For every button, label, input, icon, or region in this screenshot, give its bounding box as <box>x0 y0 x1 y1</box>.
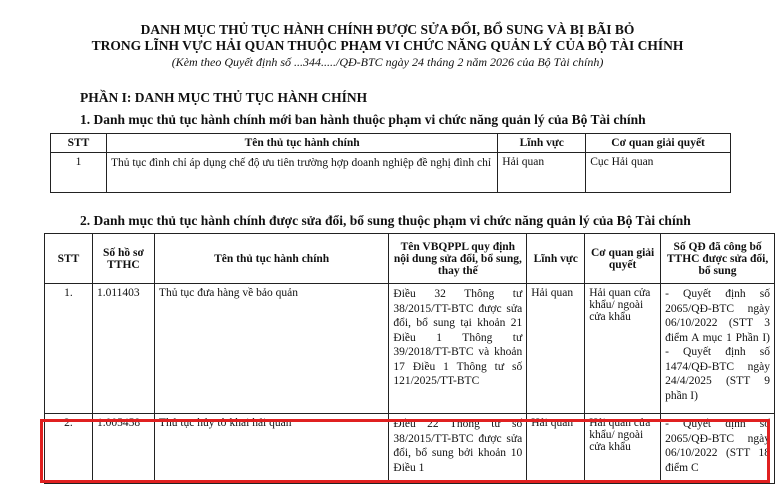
table-header-row <box>51 134 731 153</box>
header-agency: Cơ quan giải quyết <box>586 134 731 153</box>
cell-stt: 1. <box>45 284 93 414</box>
table-header-row <box>45 234 775 284</box>
cell-field: Hải quan <box>498 153 586 193</box>
header-name: Tên thủ tục hành chính <box>106 134 497 153</box>
cell-law: Điều 32 Thông tư 38/2015/TT-BTC được sửa đổi, bổ sung tại khoản 21 Điều 1 Thông tư 39/2018/TT-BTC và khoản 17 Điều 1 Thông tư số 121/2025/TT-BTC <box>389 284 527 414</box>
header-law: Tên VBQPPL quy định nội dung sửa đổi, bổ sung, thay thế <box>389 234 527 284</box>
header-code: Số hồ sơ TTHC <box>92 234 154 284</box>
cell-law: Điều 22 Thông tư số 38/2015/TT-BTC được sửa đổi, bổ sung bởi khoản 10 Điều 1 <box>389 414 527 484</box>
cell-decision: - Quyết định số 2065/QĐ-BTC ngày 06/10/2022 (STT 18 điểm C <box>661 414 775 484</box>
doc-title-line1: DANH MỤC THỦ TỤC HÀNH CHÍNH ĐƯỢC SỬA ĐỔI, BỔ SUNG VÀ BỊ BÃI BỎ <box>140 22 635 37</box>
cell-agency: Hải quan cửa khẩu/ ngoài cửa khẩu <box>585 414 661 484</box>
header-stt: STT <box>45 234 93 284</box>
header-stt: STT <box>51 134 107 153</box>
new-procedures-table <box>50 133 731 193</box>
cell-agency: Cục Hải quan <box>586 153 731 193</box>
header-agency: Cơ quan giải quyết <box>585 234 661 284</box>
doc-title-line2: TRONG LĨNH VỰC HẢI QUAN THUỘC PHẠM VI CHỨC NĂNG QUẢN LÝ CỦA BỘ TÀI CHÍNH <box>91 38 684 53</box>
cell-code: 1.005458 <box>92 414 154 484</box>
cell-agency: Hải quan cửa khẩu/ ngoài cửa khẩu <box>585 284 661 414</box>
cell-field: Hải quan <box>527 414 585 484</box>
cell-decision: - Quyết định số 2065/QĐ-BTC ngày 06/10/2022 (STT 3 điểm A mục 1 Phần I) - Quyết định số 1474/QĐ-BTC ngày 24/4/2025 (STT 9 phần I) <box>661 284 775 414</box>
header-name: Tên thủ tục hành chính <box>154 234 389 284</box>
section1-title: 1. Danh mục thủ tục hành chính mới ban hành thuộc phạm vi chức năng quản lý của Bộ Tài chính <box>80 112 646 127</box>
table-row <box>45 414 775 484</box>
part-title: PHẦN I: DANH MỤC THỦ TỤC HÀNH CHÍNH <box>80 90 368 105</box>
header-field: Lĩnh vực <box>527 234 585 284</box>
table-row <box>45 284 775 414</box>
cell-stt: 1 <box>51 153 107 193</box>
cell-field: Hải quan <box>527 284 585 414</box>
amended-procedures-table <box>44 233 775 484</box>
cell-name: Thủ tục hủy tờ khai hải quan <box>154 414 389 484</box>
table-row <box>51 153 731 193</box>
cell-name: Thủ tục đưa hàng về bảo quản <box>154 284 389 414</box>
cell-code: 1.011403 <box>92 284 154 414</box>
cell-stt: 2. <box>45 414 93 484</box>
section2-title: 2. Danh mục thủ tục hành chính được sửa đổi, bổ sung thuộc phạm vi chức năng quản lý của Bộ Tài chính <box>80 213 691 228</box>
doc-subtitle: (Kèm theo Quyết định số ...344...../QĐ-BTC ngày 24 tháng 2 năm 2026 của Bộ Tài chính) <box>171 55 604 69</box>
header-decision: Số QĐ đã công bố TTHC được sửa đổi, bổ sung <box>661 234 775 284</box>
header-field: Lĩnh vực <box>498 134 586 153</box>
cell-name: Thủ tục đình chỉ áp dụng chế độ ưu tiên trường hợp doanh nghiệp đề nghị đình chỉ <box>106 153 497 193</box>
